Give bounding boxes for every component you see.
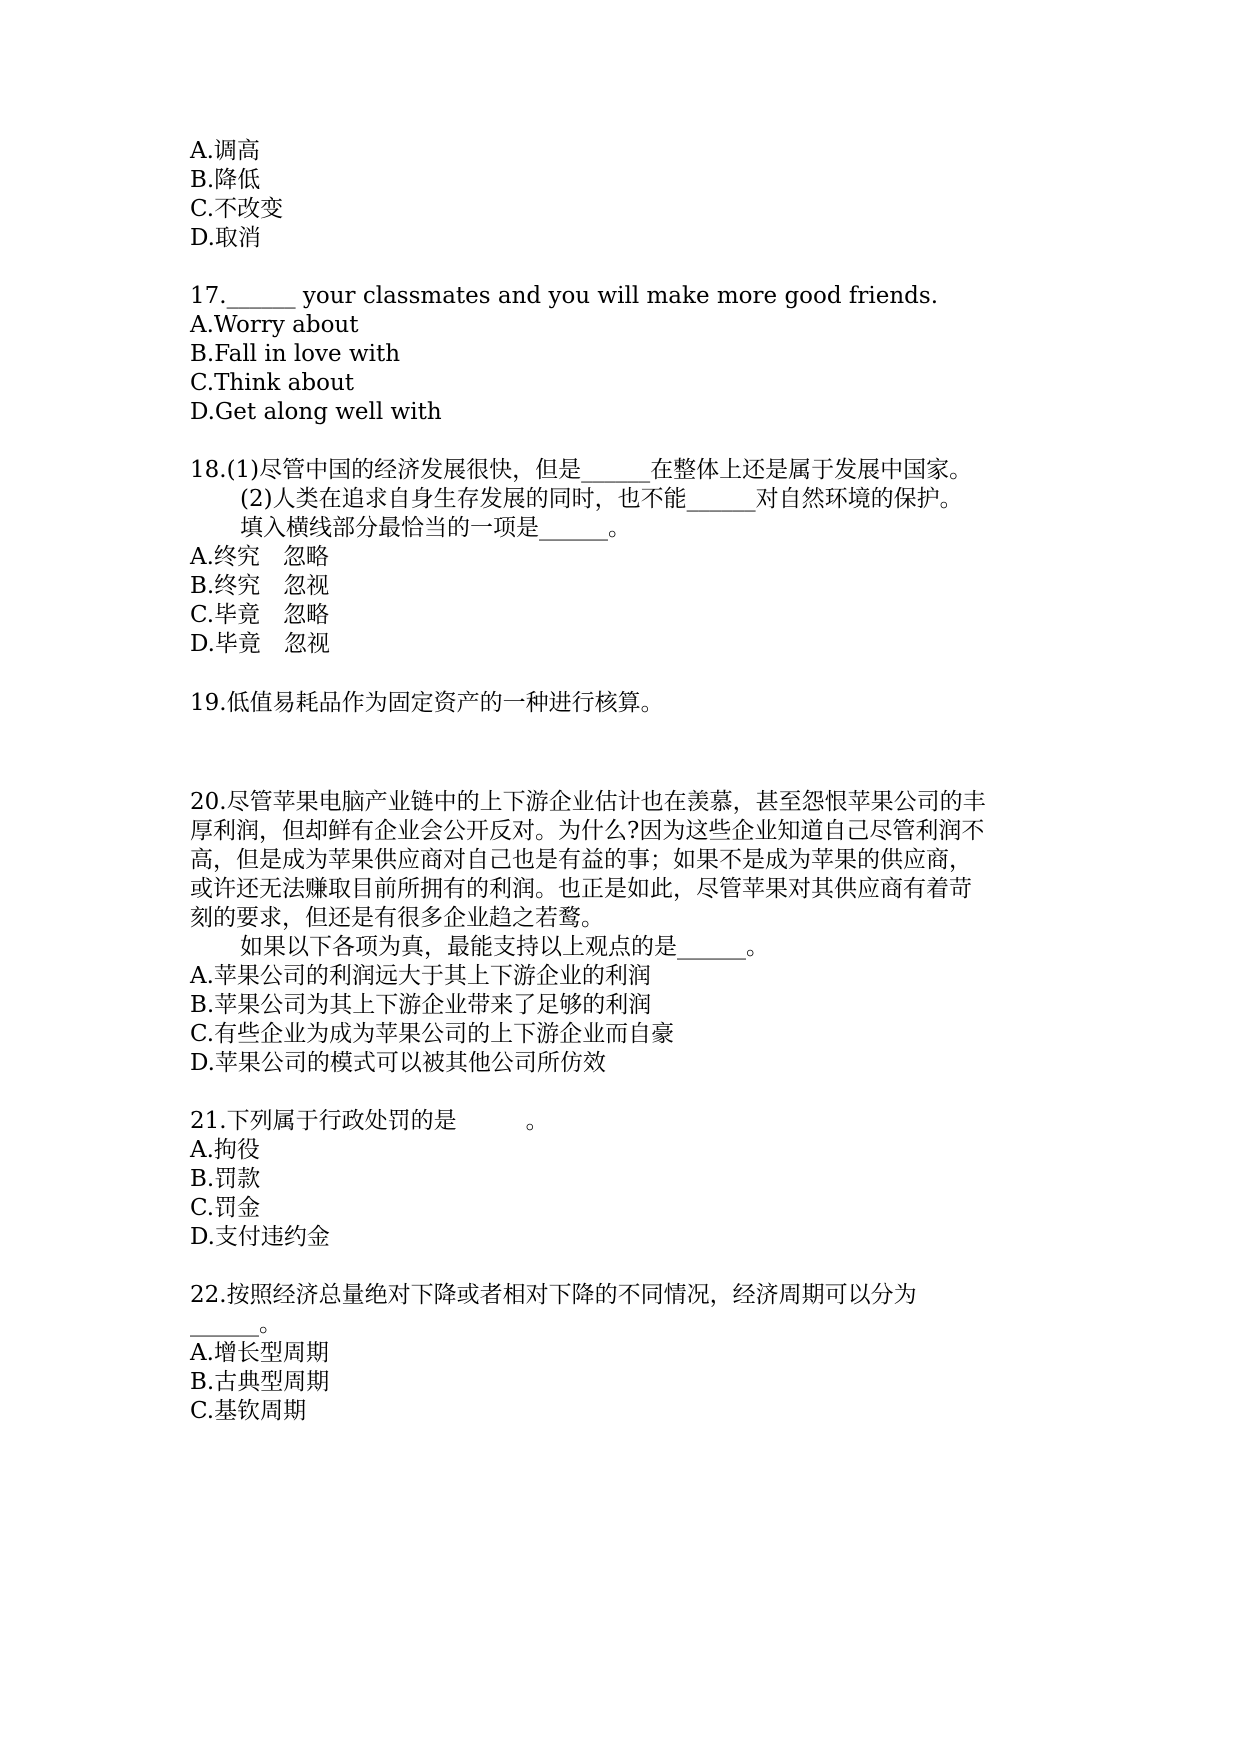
q19-stem: 19.低值易耗品作为固定资产的一种进行核算。: [190, 690, 664, 716]
q20-stem-line-2: 厚利润，但却鲜有企业会公开反对。为什么?因为这些企业知道自己尽管利润不: [190, 818, 985, 844]
q16-option-c: C.不改变: [190, 196, 284, 222]
q18-option-a: A.终究 忽略: [190, 544, 329, 570]
q20-option-b: B.苹果公司为其上下游企业带来了足够的利润: [190, 992, 652, 1018]
q22-option-b: B.古典型周期: [190, 1369, 330, 1395]
q21-option-b: B.罚款: [190, 1166, 261, 1192]
q20-stem-line-5: 刻的要求，但还是有很多企业趋之若鹜。: [190, 905, 604, 931]
q17-option-d: D.Get along well with: [190, 399, 442, 425]
q16-option-b: B.降低: [190, 167, 261, 193]
q17-stem: 17.______ your classmates and you will make more good friends.: [190, 283, 939, 309]
q17-option-c: C.Think about: [190, 370, 354, 396]
q21-option-a: A.拘役: [190, 1137, 260, 1163]
q20-stem-line-3: 高，但是成为苹果供应商对自己也是有益的事；如果不是成为苹果的供应商，: [190, 847, 972, 873]
q22-option-c: C.基钦周期: [190, 1398, 307, 1424]
q22-stem-line-2: ______。: [190, 1311, 282, 1337]
q21-stem: 21.下列属于行政处罚的是 。: [190, 1108, 549, 1134]
q20-stem-line-4: 或许还无法赚取目前所拥有的利润。也正是如此，尽管苹果对其供应商有着苛: [190, 876, 972, 902]
q17-option-a: A.Worry about: [190, 312, 359, 338]
q16-option-d: D.取消: [190, 225, 261, 251]
q20-stem-line-6: 如果以下各项为真，最能支持以上观点的是______。: [240, 934, 769, 960]
q16-option-a: A.调高: [190, 138, 260, 164]
q20-option-d: D.苹果公司的模式可以被其他公司所仿效: [190, 1050, 606, 1076]
q18-option-c: C.毕竟 忽略: [190, 602, 330, 628]
q18-stem-line-1: 18.(1)尽管中国的经济发展很快，但是______在整体上还是属于发展中国家。: [190, 457, 973, 483]
q20-option-a: A.苹果公司的利润远大于其上下游企业的利润: [190, 963, 651, 989]
q18-option-d: D.毕竟 忽视: [190, 631, 330, 657]
q22-stem-line-1: 22.按照经济总量绝对下降或者相对下降的不同情况，经济周期可以分为: [190, 1282, 917, 1308]
q17-option-b: B.Fall in love with: [190, 341, 401, 367]
q18-option-b: B.终究 忽视: [190, 573, 330, 599]
q20-option-c: C.有些企业为成为苹果公司的上下游企业而自豪: [190, 1021, 675, 1047]
q18-stem-line-3: 填入横线部分最恰当的一项是______。: [240, 515, 631, 541]
q21-option-c: C.罚金: [190, 1195, 261, 1221]
q22-option-a: A.增长型周期: [190, 1340, 329, 1366]
q18-stem-line-2: (2)人类在追求自身生存发展的同时，也不能______对自然环境的保护。: [240, 486, 963, 512]
q21-option-d: D.支付违约金: [190, 1224, 330, 1250]
q20-stem-line-1: 20.尽管苹果电脑产业链中的上下游企业估计也在羡慕，甚至怨恨苹果公司的丰: [190, 789, 986, 815]
